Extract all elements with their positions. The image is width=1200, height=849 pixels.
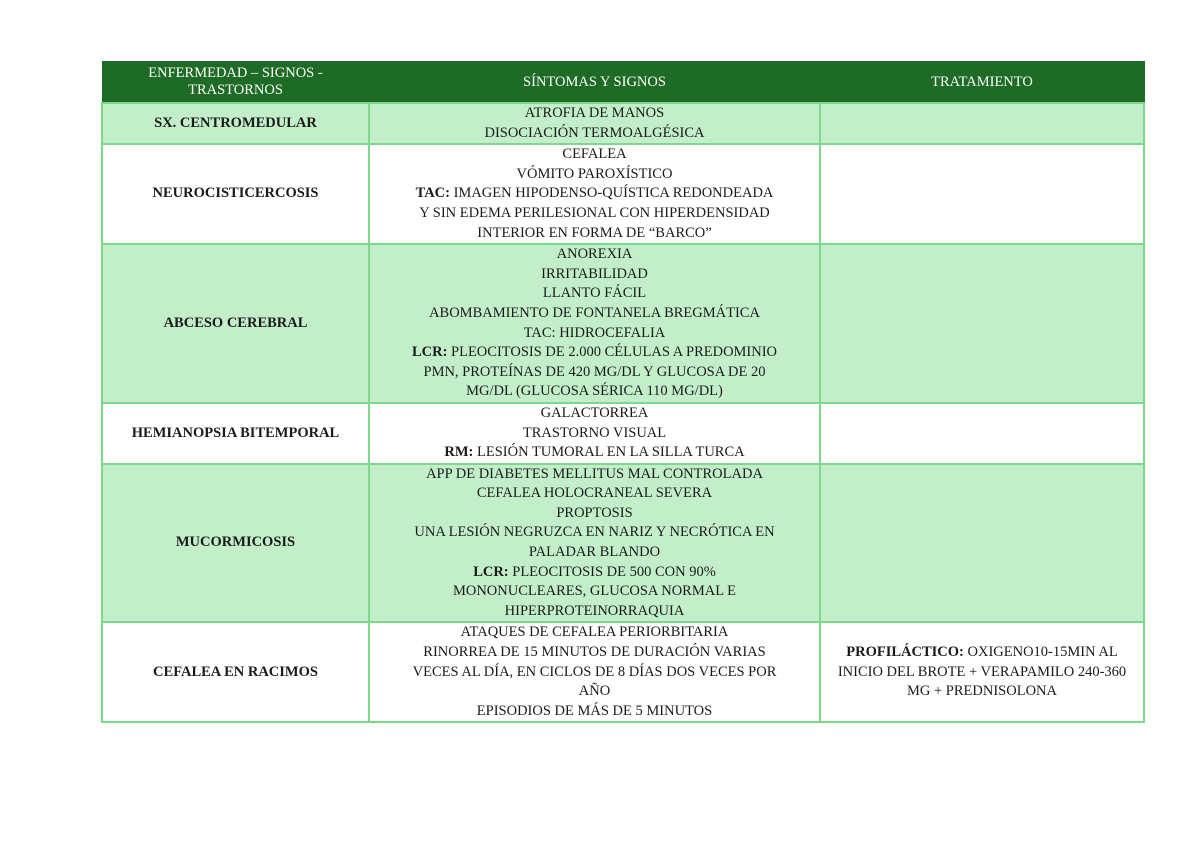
symptom-line — [374, 504, 815, 524]
treatment-cell — [820, 464, 1144, 623]
symptom-text: Y SIN EDEMA PERILESIONAL CON HIPERDENSIDAD — [419, 204, 770, 221]
symptom-line — [374, 145, 815, 165]
header-treatment: TRATAMIENTO — [820, 62, 1144, 104]
treatment-text: OXIGENO10-15MIN AL INICIO DEL BROTE + VERAPAMILO 240-360 MG + PREDNISOLONA — [837, 644, 1127, 700]
symptom-line — [374, 265, 815, 285]
table-row — [102, 103, 1144, 144]
symptom-line — [374, 343, 815, 363]
symptoms-cell — [369, 144, 820, 244]
disease-cell: SX. CENTROMEDULAR — [102, 103, 369, 144]
symptom-text: APP DE DIABETES MELLITUS MAL CONTROLADA — [426, 465, 763, 482]
symptom-text: LLANTO FÁCIL — [542, 285, 647, 302]
symptom-line — [374, 443, 815, 463]
symptom-text: MONONUCLEARES, GLUCOSA NORMAL E — [452, 583, 737, 600]
symptom-text: MG/DL (GLUCOSA SÉRICA 110 MG/DL) — [466, 383, 723, 400]
symptom-line — [374, 465, 815, 485]
symptom-text: VÓMITO PAROXÍSTICO — [516, 165, 673, 182]
treatment-cell — [820, 622, 1144, 722]
symptom-text: CEFALEA HOLOCRANEAL SEVERA — [476, 485, 713, 502]
table-row — [102, 403, 1144, 464]
symptom-line — [374, 124, 815, 144]
symptom-text: ANOREXIA — [556, 246, 633, 263]
symptom-text: UNA LESIÓN NEGRUZCA EN NARIZ Y NECRÓTICA EN — [414, 524, 775, 541]
symptom-line — [374, 682, 815, 702]
symptoms-cell — [369, 244, 820, 403]
symptom-text: TAC: HIDROCEFALIA — [523, 324, 666, 341]
symptom-text: RINORREA DE 15 MINUTOS DE DURACIÓN VARIAS — [423, 644, 766, 661]
symptom-line — [374, 602, 815, 622]
symptom-text: IRRITABILIDAD — [541, 265, 648, 282]
symptom-text: EPISODIOS DE MÁS DE 5 MINUTOS — [476, 702, 713, 719]
symptom-line — [374, 363, 815, 383]
table-row — [102, 144, 1144, 244]
disease-table — [101, 61, 1145, 723]
symptom-text: PMN, PROTEÍNAS DE 420 MG/DL Y GLUCOSA DE 20 — [423, 363, 766, 380]
symptoms-cell — [369, 622, 820, 722]
symptom-line — [374, 224, 815, 244]
symptom-line — [374, 424, 815, 444]
disease-cell: MUCORMICOSIS — [102, 464, 369, 623]
treatment-cell — [820, 103, 1144, 144]
symptom-line — [374, 104, 815, 124]
table-row — [102, 464, 1144, 623]
symptoms-cell — [369, 403, 820, 464]
symptom-text: CEFALEA — [562, 146, 627, 163]
symptom-line — [374, 165, 815, 185]
disease-cell: ABCESO CEREBRAL — [102, 244, 369, 403]
symptom-line — [374, 484, 815, 504]
symptoms-cell — [369, 103, 820, 144]
table-row — [102, 244, 1144, 403]
symptom-label: RM: — [444, 444, 474, 461]
symptom-line — [374, 284, 815, 304]
symptom-line — [374, 523, 815, 543]
symptom-text: INTERIOR EN FORMA DE “BARCO” — [477, 224, 712, 241]
symptom-text: PLEOCITOSIS DE 500 CON 90% — [508, 563, 716, 580]
symptom-text: PROPTOSIS — [556, 504, 633, 521]
treatment-cell — [820, 244, 1144, 403]
symptom-text: PLEOCITOSIS DE 2.000 CÉLULAS A PREDOMINIO — [447, 344, 778, 361]
symptom-line — [374, 563, 815, 583]
symptom-line — [374, 404, 815, 424]
symptom-line — [374, 324, 815, 344]
symptom-text: PALADAR BLANDO — [528, 544, 661, 561]
table-row — [102, 622, 1144, 722]
treatment-cell — [820, 403, 1144, 464]
symptom-text: IMAGEN HIPODENSO-QUÍSTICA REDONDEADA — [449, 185, 774, 202]
disease-cell: NEUROCISTICERCOSIS — [102, 144, 369, 244]
symptom-text: ABOMBAMIENTO DE FONTANELA BREGMÁTICA — [429, 304, 760, 321]
symptom-line — [374, 204, 815, 224]
treatment-label: PROFILÁCTICO: — [846, 644, 964, 661]
symptom-line — [374, 543, 815, 563]
symptom-text: DISOCIACIÓN TERMOALGÉSICA — [484, 124, 705, 141]
header-disease: ENFERMEDAD – SIGNOS - TRASTORNOS — [102, 62, 369, 104]
symptom-text: VECES AL DÍA, EN CICLOS DE 8 DÍAS DOS VECES POR — [412, 663, 777, 680]
symptom-text: HIPERPROTEINORRAQUIA — [504, 602, 685, 619]
symptom-line — [374, 245, 815, 265]
symptom-text: LESIÓN TUMORAL EN LA SILLA TURCA — [473, 444, 745, 461]
table-header-row — [102, 62, 1144, 104]
symptom-label: LCR: — [473, 563, 509, 580]
symptom-line — [374, 582, 815, 602]
symptom-text: ATROFIA DE MANOS — [524, 105, 665, 121]
symptom-line — [374, 382, 815, 402]
symptom-line — [374, 304, 815, 324]
header-symptoms: SÍNTOMAS Y SIGNOS — [369, 62, 820, 104]
disease-cell: CEFALEA EN RACIMOS — [102, 622, 369, 722]
symptom-text: AÑO — [578, 683, 611, 700]
symptom-line — [374, 623, 815, 643]
symptom-line — [374, 663, 815, 683]
symptom-label: LCR: — [411, 344, 448, 361]
symptom-text: GALACTORREA — [540, 404, 649, 421]
symptom-text: ATAQUES DE CEFALEA PERIORBITARIA — [460, 624, 729, 641]
symptom-line — [374, 643, 815, 663]
disease-cell: HEMIANOPSIA BITEMPORAL — [102, 403, 369, 464]
symptoms-cell — [369, 464, 820, 623]
treatment-cell — [820, 144, 1144, 244]
symptom-label: TAC: — [415, 185, 450, 202]
treatment-text-block — [825, 643, 1139, 702]
symptom-line — [374, 702, 815, 722]
table-body — [102, 103, 1144, 722]
symptom-line — [374, 184, 815, 204]
symptom-text: TRASTORNO VISUAL — [522, 424, 667, 441]
